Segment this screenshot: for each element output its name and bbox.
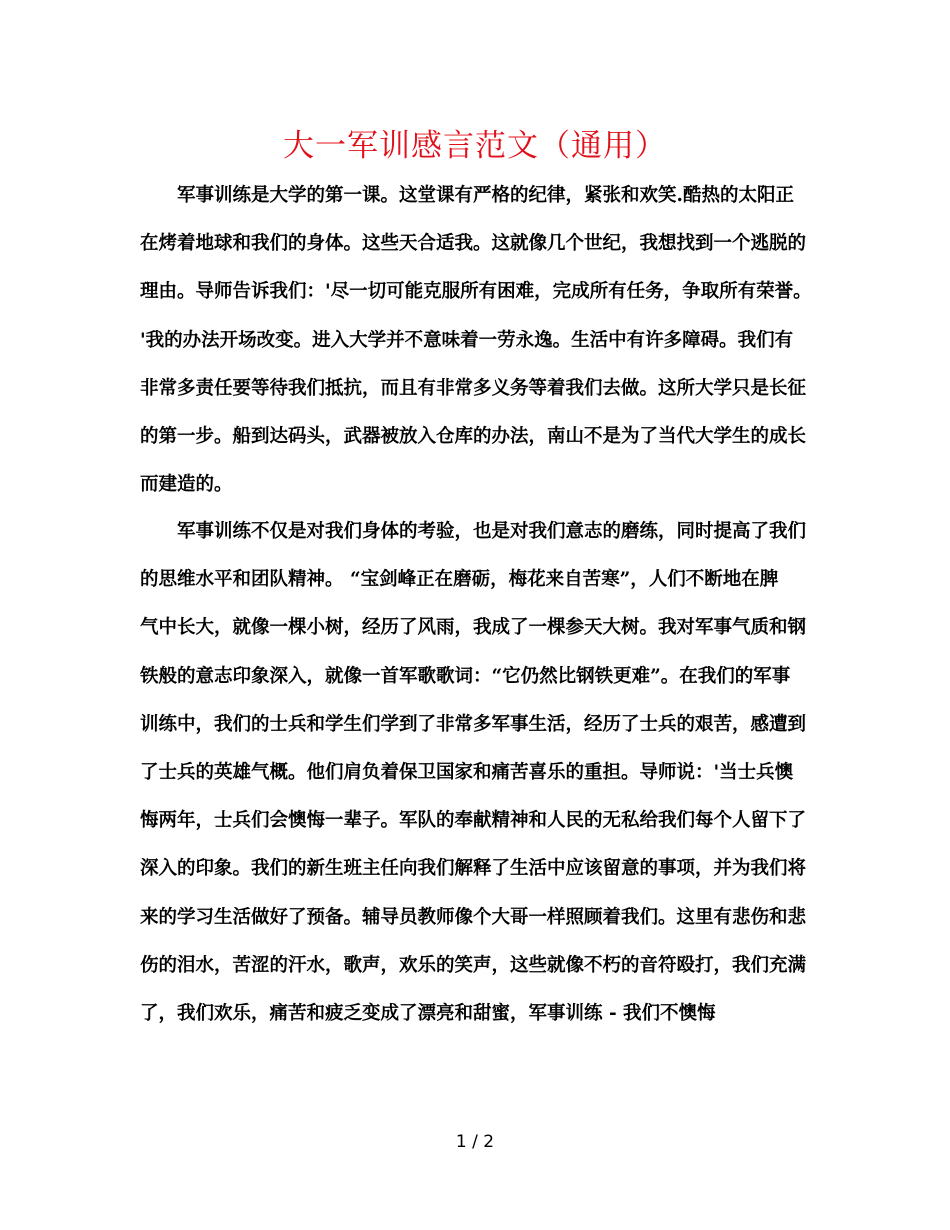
- paragraph-line: 深入的印象。我们的新生班主任向我们解释了生活中应该留意的事项，并为我们将: [140, 858, 807, 880]
- paragraph-line: 在烤着地球和我们的身体。这些天合适我。这就像几个世纪，我想找到一个逃脱的: [140, 233, 807, 255]
- paragraph-line: 的思维水平和团队精神。 “宝剑峰正在磨砺，梅花来自苦寒”，人们不断地在脾: [140, 569, 779, 591]
- paragraph-line: 军事训练是大学的第一课。这堂课有严格的纪律，紧张和欢笑.酷热的太阳正: [177, 185, 794, 206]
- paragraph-line: 军事训练不仅是对我们身体的考验，也是对我们意志的磨练，同时提高了我们: [177, 521, 807, 542]
- paragraph-1: [140, 172, 812, 509]
- paragraph-line: 来的学习生活做好了预备。辅导员教师像个大哥一样照顾着我们。这里有悲伤和悲: [140, 906, 807, 928]
- page-number: 1 / 2: [455, 1132, 495, 1152]
- paragraph-line: 的第一步。船到达码头，武器被放入仓库的办法，南山不是为了当代大学生的成长: [140, 425, 807, 447]
- paragraph-line: 铁般的意志印象深入，就像一首军歌歌词：“它仍然比钢铁更难”。在我们的军事: [140, 665, 791, 687]
- paragraph-line: 训练中，我们的士兵和学生们学到了非常多军事生活，经历了士兵的艰苦，感遭到: [140, 713, 807, 735]
- paragraph-line: '我的办法开场改变。进入大学并不意味着一劳永逸。生活中有许多障碍。我们有: [140, 329, 794, 351]
- document-title: 大一军训感言范文（通用）: [283, 128, 667, 164]
- paragraph-line: 气中长大，就像一棵小树，经历了风雨，我成了一棵参天大树。我对军事气质和钢: [140, 617, 807, 639]
- paragraph-line: 了士兵的英雄气概。他们肩负着保卫国家和痛苦喜乐的重担。导师说：'当士兵懊: [140, 761, 794, 783]
- paragraph-line: 了，我们欢乐，痛苦和疲乏变成了漂亮和甜蜜，军事训练 - 我们不懊悔: [140, 1002, 716, 1024]
- paragraph-line: 悔两年，士兵们会懊悔一辈子。军队的奉献精神和人民的无私给我们每个人留下了: [140, 810, 807, 832]
- paragraph-line: 理由。导师告诉我们：'尽一切可能克服所有困难，完成所有任务，争取所有荣誉。: [140, 281, 812, 303]
- paragraph-line: 伤的泪水，苦涩的汗水，歌声，欢乐的笑声，这些就像不朽的音符殴打，我们充满: [140, 954, 807, 976]
- paragraph-line: 非常多责任要等待我们抵抗，而且有非常多义务等着我们去做。这所大学只是长征: [140, 377, 807, 399]
- paragraph-line: 而建造的。: [140, 474, 233, 496]
- paragraph-2: [140, 508, 812, 1038]
